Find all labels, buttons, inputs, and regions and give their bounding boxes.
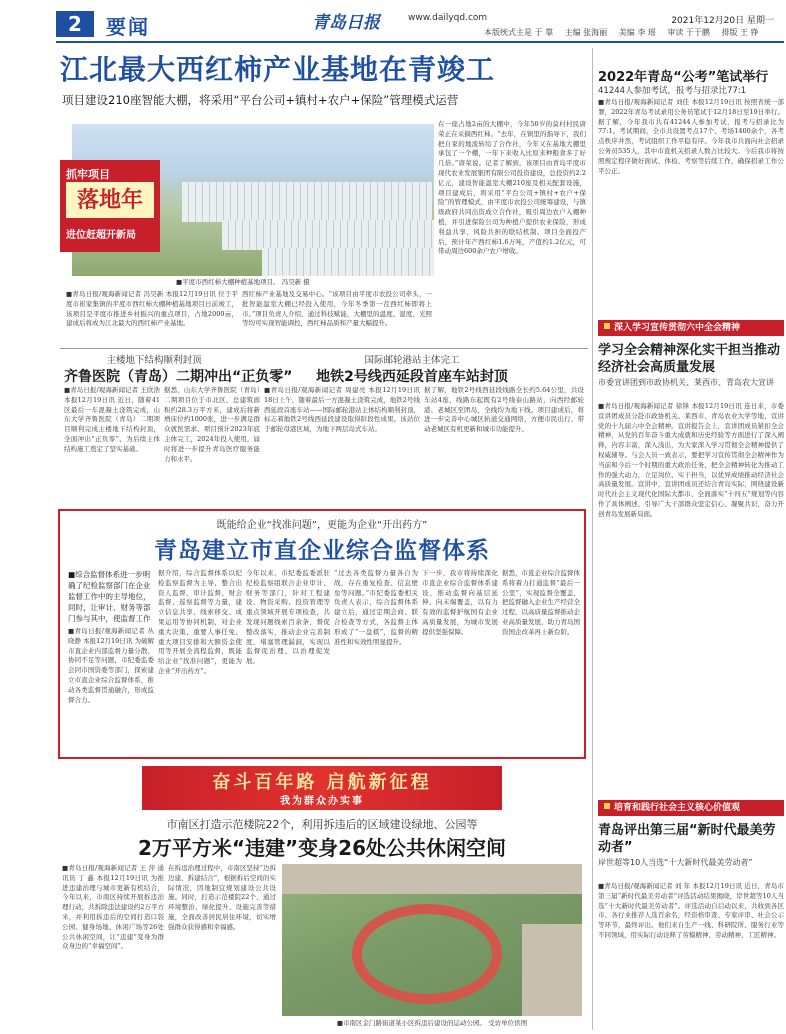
column-divider [592,48,593,1030]
article-column: ■青岛日报/观海新闻记者 冯昊新 本报12月19日讯 位于平度市崔家集镇的平度市西红柿大棚种植基地项目日前竣工，该项目是平度市推进乡村振兴的重点项目，占地2000亩，建成后将成为江北最大的西红柿产业基地。 [66,290,238,328]
article-kicker: 市南区打造示范楼院22个，利用拆违后的区域建设绿地、公园等 [166,818,478,831]
page-number: 2 [56,11,94,37]
masthead [0,0,786,44]
masthead-rule [56,41,784,43]
article-column: “过去各类监督力量各自为战，存在重复检查、信息壁垒等问题。”市纪委监委相关负责人表示，综合监督体系建立后，通过定期会商、联合检查等方式，各监督主体形成了“一盘棋”，监督的精准性和实效性明显提升。 [334,569,418,646]
section-name: 要闻 [106,15,150,39]
article-column: 在一座占地2亩的大棚中，今年50岁的莫村村民唐荣正在采摘西红柿。“去年，在镇里的指导下，我们把自家的地流转给了合作社，今年又在基地大棚里承包了一个棚，一年下来收入比原来种粮食多了好几倍。”唐荣说。记者了解到，该项目由青岛平度市现代农业发展集团有限公司投资建设，总投资约2.2亿元，建设智能温室大棚210座及相关配套设施，项目建成后，将采用“平台公司+镇村+农户+保险”的管理模式，由平度市农投公司统筹建设，与镇级政府共同出资成立合作社，吸引周边农户入棚种植，并引进保险公司为种植户提供农业保险，形成利益共享、风险共担的联结机制。项目全面投产后，预计年产西红柿1.6万吨，产值约1.2亿元，可带动周边600余户农户增收。 [438,120,586,256]
article-column: ■青岛日报/观海新闻记者 王 萍 通讯员 丁 鑫 本报12月19日讯 为推进违建治理与城市更新有机结合，今年以来，市南区持续开展拆违治理行动，共拆除违法建设约2万平方米，并利用拆违后的空间打造口袋公园、健身场地、休闲广场等26处公共休闲空间，让“违建”变身为群众身边的“幸福空间”。 [62,864,164,951]
sidebar-headline: 2022年青岛“公考”笔试举行 [598,70,769,85]
photo-caption: ■平度市西红柿大棚种植基地项目。 冯昊新 摄 [176,278,310,286]
website-url[interactable]: www.dailyqd.com [408,13,488,23]
section-divider [60,348,588,349]
band-label: 培育和践行社会主义核心价值观 [614,803,741,813]
banner-title: 奋斗百年路 启航新征程 [212,772,432,793]
lead-subheadline: 项目建设210座智能大棚，将采用“平台公司+镇村+农户+保险”管理模式运营 [62,93,459,107]
sidebar-headline: 青岛评出第三届“新时代最美劳动者” [598,823,776,855]
featured-headline: 青岛建立市直企业综合监督体系 [154,538,490,564]
sidebar-headline: 学习全会精神深化实干担当推动经济社会高质量发展 [598,343,781,375]
featured-kicker: 既能给企业“找准问题”，更能为企业“开出药方” [216,520,428,531]
editor-credit: 审读 于于鹏 [667,28,710,37]
campaign-banner [142,766,502,810]
sidebar-subheadline: 岸世超等10人当选“十大新时代最美劳动者” [598,858,753,867]
article-kicker: 国际邮轮港站主体完工 [364,355,460,366]
article-headline: 齐鲁医院（青岛）二期冲出“正负零” [64,369,293,385]
sidebar-subheadline: 市委宣讲团到市政协机关、莱西市、青岛农大宣讲 [598,378,774,387]
article-headline: 2万平方米“违建”变身26处公共休闲空间 [137,836,507,860]
park-photo [282,864,582,1016]
article-column: ■青岛日报/观海新闻记者 王欣浩 本报12月19日讯 近日，随着41区最后一车混凝土浇筑完成，山东大学齐鲁医院（青岛）二期项目顺利完成主楼地下结构封顶，全面冲出“正负零”，为后续主体结构施工奠定了坚实基础。 [64,386,160,453]
article-column: 下一步，我市将持续深化市直企业综合监督体系建设，推动监督向基层延伸、向末端覆盖，以有力有效的监督护航国有企业高质量发展，为城市发展提供坚强保障。 [422,569,498,636]
stamp-line: 抓牢项目 [66,168,110,181]
editor-credit: 美编 李 瑶 [618,28,656,37]
editor-credit: 排版 王 铮 [721,28,759,37]
editor-credit: 主编 张海丽 [564,28,608,37]
article-column: 据悉，市直企业综合监督体系将着力打通监督“最后一公里”，实现监督全覆盖，把监督融入企业生产经营全过程，以高质量监督推动企业高质量发展，助力青岛国资国企改革再上新台阶。 [502,569,580,636]
article-column: 据了解，地铁2号线西延段线路全长约5.64公里，共设车站4座，线路东起既有2号线泰山路站，向西经邮轮港、老城区至团岛，全线均为地下线。项目建成后，将进一步完善中心城区轨道交通网络，方便市民出行，带动老城区有机更新和城市功能提升。 [424,386,584,434]
article-kicker: 主楼地下结构顺利封顶 [106,355,202,366]
article-column: 在拆违治理过程中，市南区坚持“边拆边建、拆建结合”，根据拆后空间的实际情况，因地制宜规划建设公共设施。同时，打造示范楼院22个，通过环境整治、绿化提升、设施完善等措施，全面改善居民居住环境，切实增强群众获得感和幸福感。 [168,864,276,931]
article-column: ■青岛日报/观海新闻记者 周建亮 本报12月19日讯 18日上午，随着最后一方混凝土浇筑完成，地铁2号线西延段首座车站——国际邮轮港站主体结构顺利封顶，标志着地铁2号线西延段建设取得阶段性成果。该站位于邮轮母港区域，为地下两层岛式车站。 [264,386,420,434]
topic-band [598,800,784,816]
featured-article-box [58,509,586,759]
photo-caption: ■市南区金门路街道某小区拆违后建设的运动公园。 受访单位供图 [336,1019,528,1027]
sidebar-subheadline: 41244人参加考试，报考与招录比77:1 [598,86,747,96]
band-square-icon [604,803,610,809]
topic-band [598,320,784,336]
band-square-icon [604,323,610,329]
campaign-stamp [60,160,160,252]
newspaper-logo: 青岛日报 [312,13,380,33]
banner-subtitle: 我为群众办实事 [280,796,364,807]
band-label: 深入学习宣传贯彻六中全会精神 [614,323,741,333]
article-column: ■青岛日报/观海新闻记者 丛晓静 本报12月19日讯 为破解市直企业内部监督力量分散、协同不足等问题，市纪委监委会同市国资委等部门，探索建立市直企业综合监督体系，推动各类监督贯通融合，形成监督合力。 [68,627,154,704]
article-column: 西红柿产业基地及交易中心。“该项目由平度市农投公司牵头，一批智能温室大棚已经投入使用，今年冬季第一茬西红柿即将上市。”项目负责人介绍，通过科技赋能，大棚里的温度、湿度、光照等均可实现智能调控，西红柿品质和产量大幅提升。 [242,290,432,328]
article-column: 今年以来，市纪委监委派驻纪检监察组联合企业审计、财务等部门，针对工程建设、物资采购、投资管理等重点领域开展专项检查，共发现问题线索百余条，督促整改落实，推动企业完善制度，堵塞管理漏洞，实现以监督促治理、以治理促发展。 [246,569,330,666]
issue-date: 2021年12月20日 星期一 [671,16,774,26]
sidebar-article: ■青岛日报/观海新闻记者 刘佳 本报12月19日讯 按照省统一部署，2022年青岛考试录用公务员笔试于12月18日至19日举行。据了解，今年我市共有41244人参加考试，报考与招录比为77:1。考试期间，全市共设置考点17个、考场1400余个，各考点秩序井然，考试组织工作平稳有序。今年我市共面向社会招录公务员535人，其中市直机关招录人数占比较大。今后我市将按照规定程序做好面试、体检、考察等后续工作，确保招录工作公平公正。 [598,98,784,175]
article-column: 据介绍，综合监督体系以纪检监察监督为主导，整合出资人监督、审计监督、财会监督、巡察监督等力量，建立信息共享、线索移交、成果运用等协同机制，对企业重大决策、重要人事任免、重大项目安排和大额资金使用等开展全流程监督，既能给企业“找准问题”，更能为企业“开出药方”。 [158,569,242,675]
featured-lead: ■综合监督体系进一步明确了纪检监察部门在企业监督工作中的主导地位，同时，让审计、财务等部门参与其中，使监督工作 [68,570,151,623]
sidebar-article: ■青岛日报/观海新闻记者 刘 年 本报12月19日讯 近日，青岛市第三届“新时代最美劳动者”评选活动结果揭晓，岸世超等10人当选“十大新时代最美劳动者”。评选活动自启动以来，共收到各区市、各行业推荐人选百余名，经资格审查、专家评审、社会公示等环节，最终评出。他们来自生产一线、科研院所、服务行业等不同领域，用实际行动诠释了劳模精神、劳动精神、工匠精神。 [598,882,784,939]
article-headline: 地铁2号线西延段首座车站封顶 [316,369,508,385]
editor-credit: 本版统式主是 于 靠 [484,28,554,37]
sidebar-article: ■青岛日报/观海新闻记者 徐锋 本报12月19日讯 连日来，市委宣讲团成员分赴市政协机关、莱西市、青岛农业大学等地，宣讲党的十九届六中全会精神。宣讲报告会上，宣讲团成员紧扣全会精神，从党的百年奋斗重大成就和历史经验等方面进行了深入阐释，内容丰富，深入浅出，为大家深入学习贯彻全会精神提供了权威辅导。与会人员一致表示，要把学习宣传贯彻全会精神作为当前和今后一个时期的重大政治任务，把全会精神转化为推动工作的强大动力，立足岗位、实干担当，以优异成绩推动经济社会高质量发展。宣讲中，宣讲团成员还结合青岛实际，围绕建设新时代社会主义现代化国际大都市、全面落实“十四五”规划等内容作了具体阐述，引导广大干部群众坚定信心、凝聚共识，奋力开创青岛发展新局面。 [598,402,784,518]
stamp-line: 落地年 [66,182,154,218]
article-column: 据悉，山东大学齐鲁医院（青岛）二期项目位于市北区，总建筑面积约28.3万平方米，建成后将新增床位约1000张，进一步满足群众就医需求。项目预计2023年底主体完工，2024年投入使用，届时将进一步提升青岛医疗服务能力和水平。 [164,386,260,463]
lead-headline: 江北最大西红柿产业基地在青竣工 [60,53,496,86]
editor-credits [484,27,768,38]
stamp-line: 进位赶超开新局 [66,230,136,241]
